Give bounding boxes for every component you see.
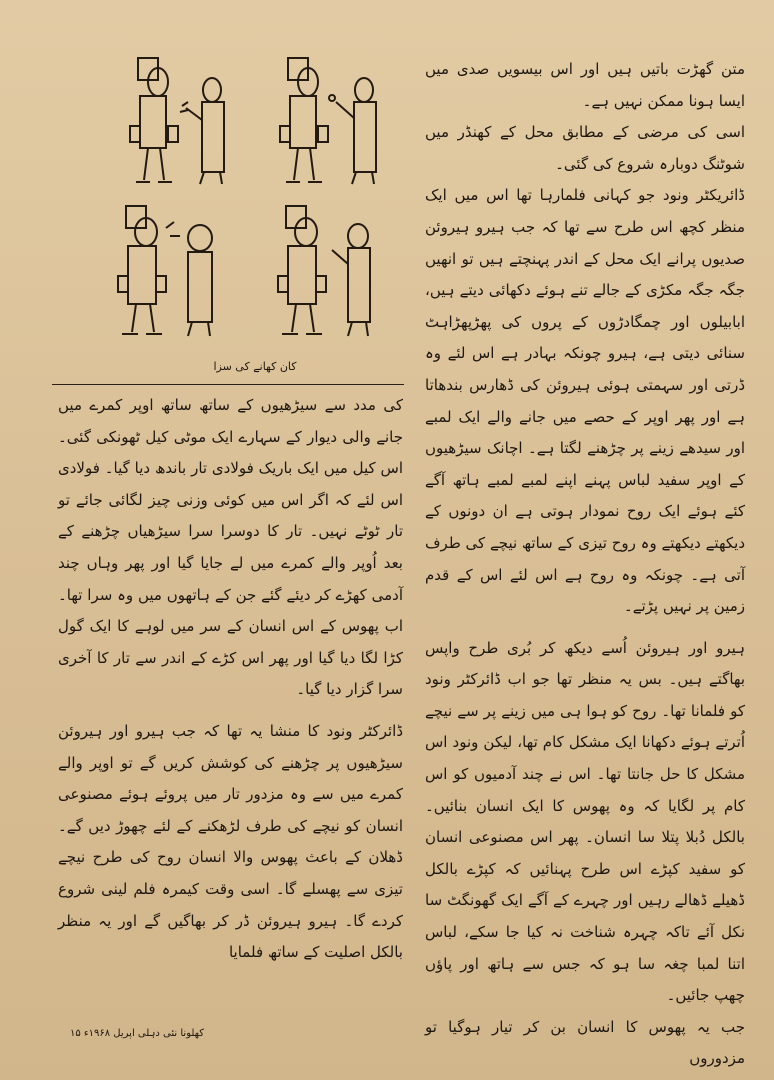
cartoon-panel-top-left [130,58,224,184]
cartoon-panel-bottom-left [118,206,212,336]
illustration-caption: کان کھانے کی سزا [213,360,297,373]
paragraph: جب یہ پھوس کا انسان بن کر تیار ہوگیا تو مزدوروں [425,1017,745,1068]
cartoon-illustration [100,50,400,350]
page-footer: کھلونا نئی دہلی اپریل ۱۹۶۸ء ۱۵ [70,1028,205,1039]
paragraph: ہیرو اور ہیروئن اُسے دیکھ کر بُری طرح واپس بھاگتے ہیں۔ بس یہ منظر تھا جو اب ڈائرکٹر ونود کو فلمانا تھا۔ روح کو ہوا ہی میں زینے پر سے نیچے اُترتے ہوئے دکھانا ایک مشکل کام تھا، لیکن ونود اس مشکل کا حل جانتا تھا۔ اس نے چند آدمیوں کو اس کام پر لگایا کہ وہ پھوس کا ایک انسان بنائیں۔ بالکل دُبلا پتلا سا انسان۔ پھر اس مصنوعی انسان کو سفید کپڑے اس طرح پہنائیں کہ کپڑے بالکل ڈھیلے ڈھالے رہیں اور چہرے کے آگے ایک گھونگٹ سا نکل آئے تاکہ چہرہ شناخت نہ کیا جا سکے، لباس اتنا لمبا چغہ سا ہو کہ جس سے ہاتھ اور پاؤں چھپ جائیں۔ [425,638,745,1005]
paragraph: متن گھڑت باتیں ہیں اور اس بیسویں صدی میں ایسا ہونا ممکن نہیں ہے۔ [425,60,745,110]
paragraph: ڈائرکٹر ونود کا منشا یہ تھا کہ جب ہیرو اور ہیروئن سیڑھیوں پر چڑھنے کی کوشش کریں گے تو اوپر والے کمرے میں سے وہ مزدور تار میں پروئے ہوئے مصنوعی انسان کو نیچے کی طرف لڑھکنے کے لئے چھوڑ دیں گے۔ ڈھلان کے باعث پھوس والا انسان روح کی طرح نیچے تیزی سے پھسلے گا۔ اسی وقت کیمرہ فلم لینی شروع کردے گا۔ ہیرو ہیروئن ڈر کر بھاگیں گے اور یہ منظر بالکل اصلیت کے ساتھ فلمایا [58,721,403,962]
cartoon-panel-top-right [280,58,376,184]
right-column [425,54,745,1075]
left-column [58,390,403,969]
column-divider [52,384,404,385]
paragraph: اسی کی مرضی کے مطابق محل کے کھنڈر میں شوٹنگ دوبارہ شروع کی گئی۔ [425,123,745,173]
cartoon-panel-bottom-right [278,206,370,336]
paragraph: ڈائریکٹر ونود جو کہانی فلمارہا تھا اس میں ایک منظر کچھ اس طرح سے تھا کہ جب ہیرو ہیروئن صدیوں پرانے ایک محل کے اندر پہنچتے ہیں تو انھیں جگہ جگہ مکڑی کے جالے تنے ہوئے دکھائی دیتے ہیں، ابابیلوں اور چمگادڑوں کے پروں کی پھڑپھڑاہٹ سنائی دیتی ہے، ہیرو چونکہ بہادر ہے اس لئے وہ ڈرتی اور سہمتی ہوئی ہیروئن کی ڈھارس بندھاتا ہے اور پھر اوپر کے حصے میں جانے والے ایک لمبے اور سیدھے زینے پر چڑھنے لگتا ہے۔ اچانک سیڑھیوں کے اوپر سفید لباس پہنے اپنے لمبے لمبے ہاتھ آگے کئے ہوئے ایک روح نمودار ہوتی ہے ان دونوں کے دیکھتے دیکھتے وہ روح تیزی کے ساتھ نیچے کی طرف آتی ہے۔ چونکہ وہ روح ہے اس لئے اس کے قدم زمین پر نہیں پڑتے۔ [425,186,745,616]
paragraph: کی مدد سے سیڑھیوں کے ساتھ ساتھ اوپر کمرے میں جانے والی دیوار کے سہارے ایک موٹی کیل ٹھونکی گئی۔ اس کیل میں ایک باریک فولادی تار باندھ دیا گیا۔ فولادی اس لئے کہ اگر اس میں کوئی وزنی چیز لگائی جائے تو تار ٹوٹے نہیں۔ تار کا دوسرا سرا سیڑھیاں چڑھنے کے بعد اُوپر والے کمرے میں لے جایا گیا اور پھر وہاں چند آدمی کھڑے کر دیئے گئے جن کے ہاتھوں میں وہ سرا تھا۔ اب پھوس کے اس انسان کے سر میں لوہے کا ایک گول کڑا لگا دیا گیا اور پھر اس کڑے کے اندر سے تار کا آخری سرا گزار دیا گیا۔ [58,396,403,699]
